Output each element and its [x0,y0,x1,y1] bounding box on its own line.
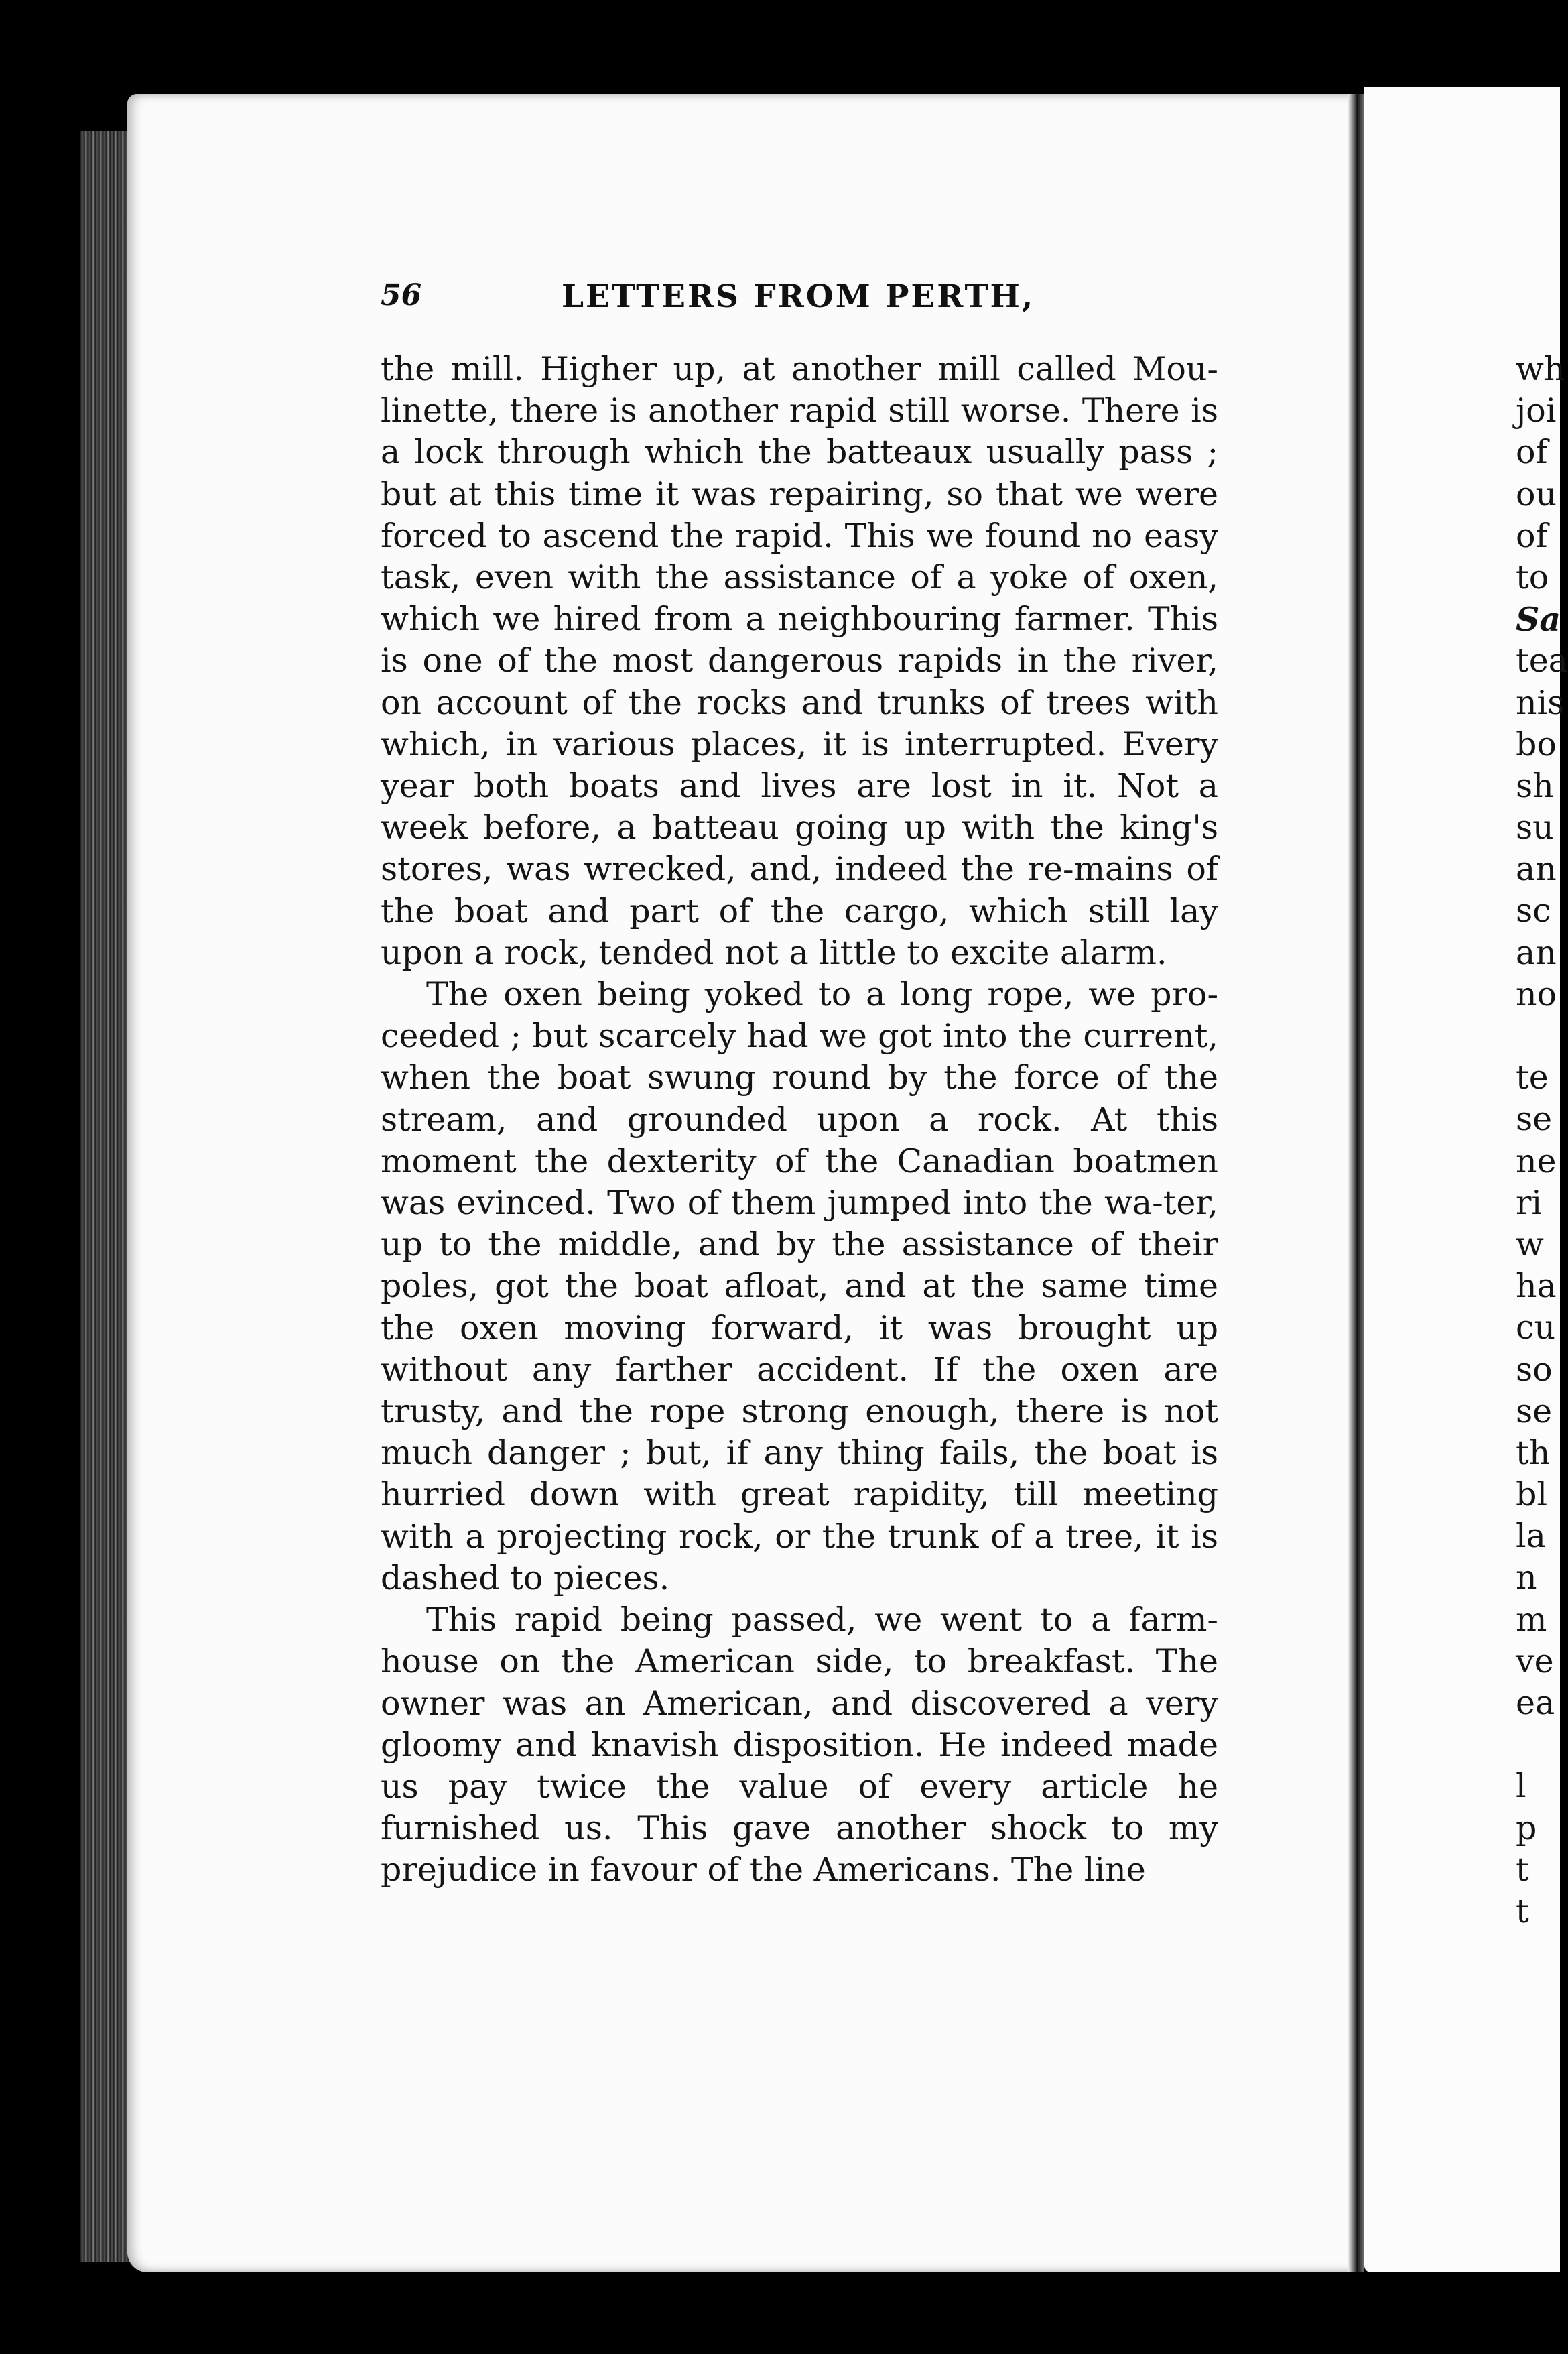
book-gutter [1348,94,1364,2272]
fragment-line: so [1516,1350,1553,1389]
fragment-gap [1516,1724,1560,1766]
fragment-line: sh [1516,766,1554,805]
fragment-line: no [1516,975,1557,1013]
body-text [381,349,1218,1892]
fragment-line: wh [1516,350,1565,388]
fragment-line: ve [1516,1641,1554,1680]
fragment-line: bo [1516,725,1557,763]
right-page-fragments [1516,349,1568,1932]
fragment-line: m [1516,1600,1547,1639]
fragment-line: su [1516,808,1554,847]
fragment-line: an [1516,850,1557,889]
fragment-line: tea [1516,641,1568,680]
fragment-line: joi [1516,391,1557,430]
fragment-line: of [1516,516,1548,555]
paragraph-1: the mill. Higher up, at another mill called Mou-linette, there is another rapid still worse. There is a lock through which the batteaux usually pass ; but at this time it was repairing, so that we were forced to ascend the rapid. This we found no easy task, even with the assistance of a yoke of oxen, which we hired from a neighbouring farmer. This is one of the most dangerous rapids in the river, on account of the rocks and trunks of trees with which, in various places, it is interrupted. Every year both boats and lives are lost in it. Not a week before, a batteau going up with the king's stores, was wrecked, and, indeed the re-mains of the boat and part of the cargo, which still lay upon a rock, tended not a little to excite alarm. [381,350,1218,972]
fragment-line: ne [1516,1141,1557,1180]
fragment-line: la [1516,1517,1546,1556]
paragraph-2: The oxen being yoked to a long rope, we pro-ceeded ; but scarcely had we got into the current, when the boat swung round by the force of the stream, and grounded upon a rock. At this moment the dexterity of the Canadian boatmen was evinced. Two of them jumped into the wa-ter, up to the middle, and by the assistance of their poles, got the boat afloat, and at the same time the oxen moving forward, it was brought up without any farther accident. If the oxen are trusty, and the rope strong enough, there is not much danger ; but, if any thing fails, the boat is hurried down with great rapidity, till meeting with a projecting rock, or the trunk of a tree, it is dashed to pieces. [381,975,1218,1597]
fragment-line: n [1516,1558,1537,1597]
fragment-line: of [1516,433,1548,472]
scan-background-top [0,0,1560,101]
fragment-line: Sa [1516,600,1561,639]
fragment-line: an [1516,933,1557,972]
fragment-line: to [1516,558,1549,597]
fragment-gap [1516,1015,1560,1057]
fragment-line: th [1516,1433,1551,1472]
fragment-line: bl [1516,1475,1548,1514]
running-head [381,278,1218,332]
fragment-line: t [1516,1850,1529,1889]
fragment-line: nis [1516,683,1565,722]
fragment-line: l [1516,1767,1526,1806]
fragment-line: sc [1516,891,1551,930]
scan-background-bottom [0,2272,1560,2354]
fragment-line: se [1516,1391,1553,1430]
fragment-line: te [1516,1058,1549,1097]
paragraph-3: This rapid being passed, we went to a farm-house on the American side, to breakfast. The owner was an American, and discovered a very gloomy and knavish disposition. He indeed made us pay twice the value of every article he furnished us. This gave another shock to my prejudice in favour of the Americans. The line [381,1601,1218,1890]
fragment-line: w [1516,1225,1544,1263]
fragment-line: p [1516,1808,1537,1847]
fragment-line: t [1516,1892,1529,1930]
fragment-line: se [1516,1100,1553,1139]
page-header-title: LETTERS FROM PERTH, [562,278,1035,315]
fragment-line: ea [1516,1684,1555,1722]
fragment-line: ou [1516,475,1557,513]
fragment-line: ha [1516,1267,1557,1306]
fragment-line: ri [1516,1183,1543,1222]
fragment-line: cu [1516,1308,1556,1347]
page-number: 56 [381,278,422,312]
